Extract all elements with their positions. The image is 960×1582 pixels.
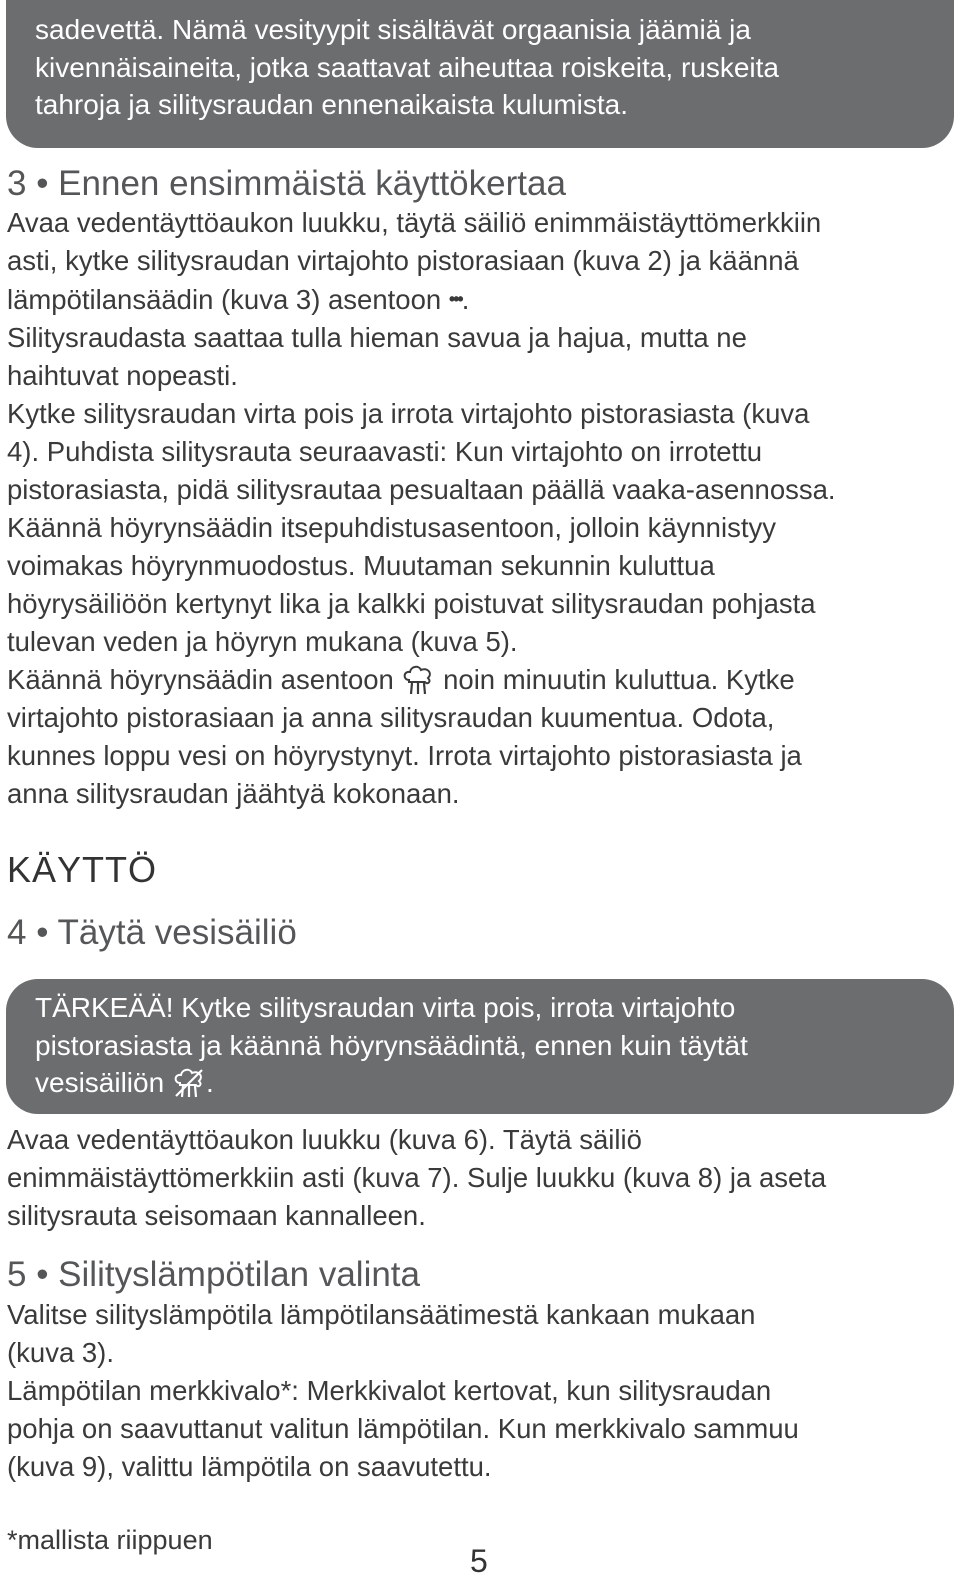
section-5-line: (kuva 3).: [7, 1337, 114, 1368]
section-3-line: [7, 661, 947, 699]
warning-line: [35, 1064, 934, 1102]
kaytto-heading: KÄYTTÖ: [7, 849, 158, 890]
section-3-text: .: [461, 284, 470, 315]
section-4-body: [7, 1121, 947, 1235]
section-3-line: kunnes loppu vesi on höyrystynyt. Irrota virtajohto pistorasiasta ja: [7, 740, 802, 771]
section-3-line: anna silitysraudan jäähtyä kokonaan.: [7, 778, 460, 809]
steam-off-icon: [172, 1068, 206, 1098]
warning-line: TÄRKEÄÄ! Kytke silitysraudan virta pois, irrota virtajohto: [35, 992, 736, 1023]
page-number: 5: [470, 1543, 488, 1579]
section-4-line: Avaa vedentäyttöaukon luukku (kuva 6). Täytä säiliö: [7, 1124, 642, 1155]
top-info-box: [6, 0, 954, 148]
warning-line: pistorasiasta ja käännä höyrynsäädintä, ennen kuin täytät: [35, 1029, 748, 1061]
section-5-heading: 5 • Silityslämpötilan valinta: [7, 1255, 420, 1294]
section-3-line: virtajohto pistorasiaan ja anna silitysraudan kuumentua. Odota,: [7, 702, 775, 733]
section-4-line: enimmäistäyttömerkkiin asti (kuva 7). Sulje luukku (kuva 8) ja aseta: [7, 1162, 827, 1193]
section-5-line: Lämpötilan merkkivalo*: Merkkivalot kertovat, kun silitysraudan: [7, 1375, 772, 1406]
top-box-line: tahroja ja silitysraudan ennenaikaista kulumista.: [35, 89, 628, 120]
temperature-dots-icon: •••: [448, 289, 462, 309]
section-3-line: Käännä höyrynsäädin itsepuhdistusasentoon, jolloin käynnistyy: [7, 512, 776, 543]
section-3-body: [7, 204, 947, 813]
section-4-line: silitysrauta seisomaan kannalleen.: [7, 1200, 426, 1231]
section-3-line: asti, kytke silitysraudan virtajohto pistorasiaan (kuva 2) ja käännä: [7, 245, 799, 276]
section-4-heading: 4 • Täytä vesisäiliö: [7, 913, 297, 952]
section-3-line: haihtuvat nopeasti.: [7, 360, 238, 391]
warning-box: [6, 979, 954, 1114]
footnote: *mallista riippuen: [7, 1525, 213, 1555]
section-3-text: Käännä höyrynsäädin asentoon: [7, 664, 402, 695]
warning-text: vesisäiliön: [35, 1067, 172, 1098]
section-5-line: (kuva 9), valittu lämpötila on saavutettu.: [7, 1451, 492, 1482]
section-3-line: [7, 280, 947, 319]
steam-icon: [401, 665, 435, 695]
section-3-text: lämpötilansäädin (kuva 3) asentoon: [7, 284, 449, 315]
section-3-line: Kytke silitysraudan virta pois ja irrota virtajohto pistorasiasta (kuva: [7, 398, 810, 429]
section-3-line: 4). Puhdista silitysrauta seuraavasti: Kun virtajohto on irrotettu: [7, 436, 763, 467]
section-3-line: Avaa vedentäyttöaukon luukku, täytä säiliö enimmäistäyttömerkkiin: [7, 207, 822, 238]
section-5-body: [7, 1296, 947, 1486]
section-5-line: pohja on saavuttanut valitun lämpötilan. Kun merkkivalo sammuu: [7, 1413, 799, 1444]
section-5-line: Valitse silityslämpötila lämpötilansäätimestä kankaan mukaan: [7, 1299, 756, 1330]
section-3-heading: 3 • Ennen ensimmäistä käyttökertaa: [7, 164, 566, 203]
top-box-line: kivennäisaineita, jotka saattavat aiheuttaa roiskeita, ruskeita: [35, 51, 779, 83]
section-3-line: tulevan veden ja höyryn mukana (kuva 5).: [7, 626, 518, 657]
section-3-line: höyrysäiliöön kertynyt lika ja kalkki poistuvat silitysraudan pohjasta: [7, 588, 816, 619]
top-box-line: sadevettä. Nämä vesityypit sisältävät orgaanisia jäämiä ja: [35, 14, 751, 45]
warning-text: .: [205, 1067, 214, 1098]
section-3-line: voimakas höyrynmuodostus. Muutaman sekunnin kuluttua: [7, 550, 715, 581]
section-3-line: Silitysraudasta saattaa tulla hieman savua ja hajua, mutta ne: [7, 322, 747, 353]
section-3-line: pistorasiasta, pidä silitysrautaa pesualtaan päällä vaaka-asennossa.: [7, 474, 836, 505]
section-3-text: noin minuutin kuluttua. Kytke: [435, 664, 795, 695]
